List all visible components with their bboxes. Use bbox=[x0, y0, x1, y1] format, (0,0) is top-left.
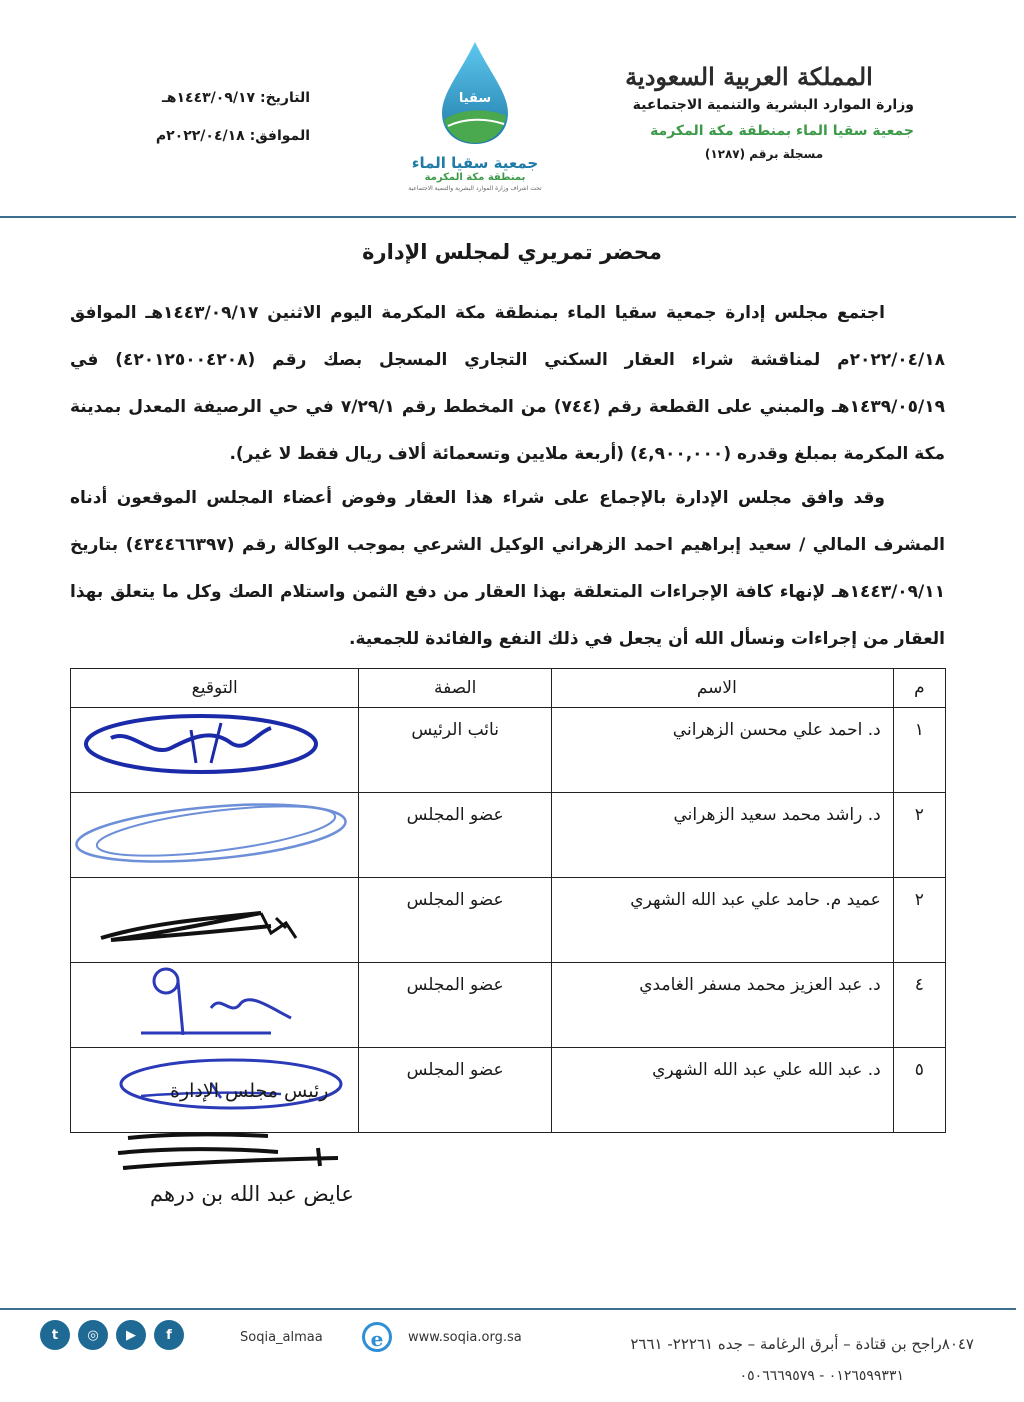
signature-mark bbox=[71, 708, 361, 780]
member-name: د. راشد محمد سعيد الزهراني bbox=[551, 793, 893, 878]
logo-title: جمعية سقيا الماء bbox=[411, 154, 539, 172]
signature-cell bbox=[71, 878, 359, 963]
association-logo bbox=[405, 38, 545, 192]
member-role: نائب الرئيس bbox=[359, 708, 551, 793]
youtube-icon[interactable]: ▶ bbox=[116, 1320, 146, 1350]
chairman-name: عايض عبد الله بن درهم bbox=[150, 1182, 354, 1206]
row-number: ٥ bbox=[893, 1048, 945, 1133]
header-divider bbox=[0, 216, 1016, 218]
table-row bbox=[71, 708, 946, 793]
row-number: ٤ bbox=[893, 963, 945, 1048]
signature-mark bbox=[71, 878, 361, 950]
row-number: ٢ bbox=[893, 878, 945, 963]
ministry-name: وزارة الموارد البشرية والتنمية الاجتماعية bbox=[632, 97, 914, 113]
logo-subtitle: بمنطقة مكة المكرمة bbox=[424, 172, 526, 183]
member-name: عميد م. حامد علي عبد الله الشهري bbox=[551, 878, 893, 963]
social-handle[interactable]: Soqia_almaa bbox=[240, 1330, 323, 1345]
row-number: ٢ bbox=[893, 793, 945, 878]
date-gregorian: الموافق: ٢٠٢٢/٠٤/١٨م bbox=[155, 128, 310, 144]
footer-divider bbox=[0, 1308, 1016, 1310]
logo-note: تحت اشراف وزارة الموارد البشرية والتنمية الاجتماعية bbox=[408, 185, 542, 192]
signature-cell bbox=[71, 793, 359, 878]
svg-text:سقيا: سقيا bbox=[458, 91, 492, 106]
chairman-signature bbox=[108, 1128, 348, 1178]
table-row bbox=[71, 793, 946, 878]
member-role: عضو المجلس bbox=[359, 1048, 551, 1133]
footer-phones: ٠١٢٦٥٩٩٣٣١ - ٠٥٠٦٦٦٩٥٧٩ bbox=[739, 1368, 904, 1384]
header-no: م bbox=[893, 669, 945, 708]
document-title: محضر تمريري لمجلس الإدارة bbox=[362, 240, 662, 264]
member-name: د. عبد العزيز محمد مسفر الغامدي bbox=[551, 963, 893, 1048]
chairman-title: رئيس مجلس الإدارة bbox=[170, 1080, 329, 1102]
signature-mark bbox=[71, 793, 361, 865]
table-header-row bbox=[71, 669, 946, 708]
twitter-icon[interactable]: t bbox=[40, 1320, 70, 1350]
member-role: عضو المجلس bbox=[359, 963, 551, 1048]
association-name: جمعية سقيا الماء بمنطقة مكة المكرمة bbox=[650, 123, 914, 139]
member-name: د. احمد علي محسن الزهراني bbox=[551, 708, 893, 793]
registration-number: مسجلة برقم (١٢٨٧) bbox=[704, 147, 824, 161]
footer-address: ٨٠٤٧راجح بن قتادة – أبرق الرغامة – جده ٢٢٢٦١- ٢٦٦١ bbox=[630, 1335, 974, 1353]
header-signature: التوقيع bbox=[71, 669, 359, 708]
browser-icon: e bbox=[362, 1322, 392, 1352]
paragraph-resolution: وقد وافق مجلس الإدارة بالإجماع على شراء هذا العقار وفوض أعضاء المجلس الموقعون أدناه المشرف المالي / سعيد إبراهيم احمد الزهراني الوكيل الشرعي بموجب الوكالة رقم (٤٣٤٤٦٦٣٩٧) بتاريخ ١٤٤٣/٠٩/١١هـ لإنهاء كافة الإجراءات المتعلقة بهذا العقار من دفع الثمن واستلام الصك وكل ما يتعلق بهذا العقار من إجراءات ونسأل الله أن يجعل في ذلك النفع والفائدة للجمعية. bbox=[70, 488, 945, 649]
header-name: الاسم bbox=[551, 669, 893, 708]
letterhead-right bbox=[614, 62, 914, 161]
water-drop-logo-icon bbox=[420, 38, 530, 148]
instagram-icon[interactable]: ◎ bbox=[78, 1320, 108, 1350]
letter-dates bbox=[140, 90, 310, 166]
member-role: عضو المجلس bbox=[359, 793, 551, 878]
signature-cell bbox=[71, 963, 359, 1048]
website-link[interactable]: www.soqia.org.sa bbox=[408, 1330, 522, 1345]
members-table bbox=[70, 668, 946, 1133]
social-links bbox=[40, 1320, 184, 1350]
member-name: د. عبد الله علي عبد الله الشهري bbox=[551, 1048, 893, 1133]
kingdom-name: المملكة العربية السعودية bbox=[625, 62, 873, 91]
member-role: عضو المجلس bbox=[359, 878, 551, 963]
facebook-icon[interactable]: f bbox=[154, 1320, 184, 1350]
signature-mark bbox=[71, 963, 361, 1035]
header-role: الصفة bbox=[359, 669, 551, 708]
date-hijri: التاريخ: ١٤٤٣/٠٩/١٧هـ bbox=[162, 90, 310, 106]
table-row bbox=[71, 963, 946, 1048]
signature-cell bbox=[71, 708, 359, 793]
paragraph-meeting: اجتمع مجلس إدارة جمعية سقيا الماء بمنطقة مكة المكرمة اليوم الاثنين ١٤٤٣/٠٩/١٧هـ الموافق ٢٠٢٢/٠٤/١٨م لمناقشة شراء العقار السكني التجاري المسجل بصك رقم (٤٢٠١٢٥٠٠٤٢٠٨) في ١٤٣٩/٠٥/١٩هـ والمبني على القطعة رقم (٧٤٤) من المخطط رقم ٧/٢٩/١ في حي الرصيفة المعدل بمدينة مكة المكرمة بمبلغ وقدره (٤,٩٠٠,٠٠٠) (أربعة ملايين وتسعمائة ألاف ريال فقط لا غير). bbox=[70, 303, 946, 464]
table-row bbox=[71, 878, 946, 963]
row-number: ١ bbox=[893, 708, 945, 793]
